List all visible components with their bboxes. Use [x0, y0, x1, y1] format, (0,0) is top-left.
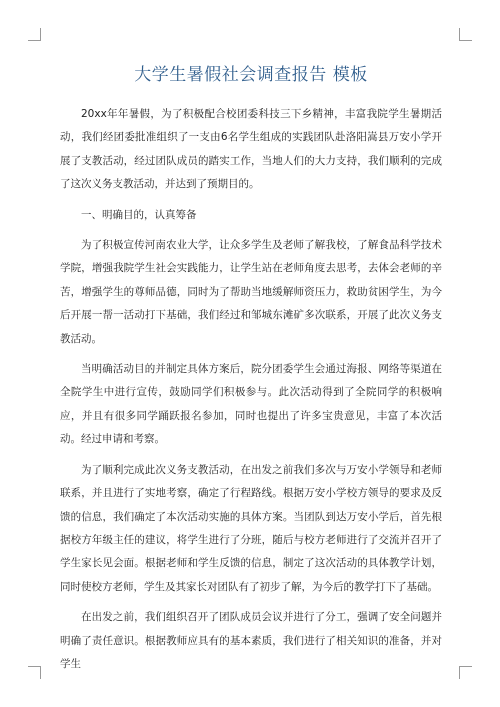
paragraph-preparation: 为了顺利完成此次义务支教活动，在出发之前我们多次与万安小学领导和老师联系，并且进行了实地考察，确定了行程路线。根据万安小学校方领导的要求及反馈的信息，我们确定了本次活动实施的具体方案。当团队到达万安小学后，首先根据校方年级主任的建议，将学生进行了分班，随后与校方老师进行了交流并召开了学生家长见会面。根据老师和学生反馈的信息，制定了这次活动的具体教学计划，同时使校方老师，学生及其家长对团队有了初步了解，为今后的教学打下了基础。 — [60, 463, 442, 593]
crop-mark-bottom-right — [459, 666, 472, 679]
crop-mark-top-left — [28, 28, 41, 41]
paragraph-purpose: 为了积极宣传河南农业大学，让众多学生及老师了解我校，了解食品科学技术学院，增强我院学生社会实践能力，让学生站在老师角度去思考，去体会老师的辛苦，增强学生的尊师品德，同时为了帮助当地缓解师资压力，救助贫困学生，为今后开展一帮一活动打下基础，我们经过和邹城东滩矿多次联系，开展了此次义务支教活动。 — [60, 239, 442, 345]
paragraph-team-meeting: 在出发之前，我们组织召开了团队成员会议并进行了分工，强调了安全问题并明确了责任意识。根据教师应具有的基本素质，我们进行了相关知识的准备，并对学生 — [60, 611, 442, 670]
document-page — [60, 60, 442, 683]
crop-mark-top-right — [459, 28, 472, 41]
paragraph-intro: 20xx年年暑假，为了积极配合校团委科技三下乡精神，丰富我院学生暑期活动，我们经团委批准组织了一支由6名学生组成的实践团队赴洛阳嵩县万安小学开展了支教活动，经过团队成员的踏实工作，当地人们的大力支持，我们顺利的完成了这次义务支教活动，并达到了预期目的。 — [60, 108, 442, 191]
document-title: 大学生暑假社会调查报告 模板 — [134, 65, 368, 85]
paragraph-publicity: 当明确活动目的并制定具体方案后，院分团委学生会通过海报、网络等渠道在全院学生中进行宣传，鼓励同学们积极参与。此次活动得到了全院同学的积极响应，并且有很多同学踊跃报名参加，同时也提出了许多宝贵意见，丰富了本次活动。经过申请和考察。 — [60, 363, 442, 446]
crop-mark-bottom-left — [28, 666, 41, 679]
section-heading: 一、明确目的，认真筹备 — [81, 208, 197, 221]
